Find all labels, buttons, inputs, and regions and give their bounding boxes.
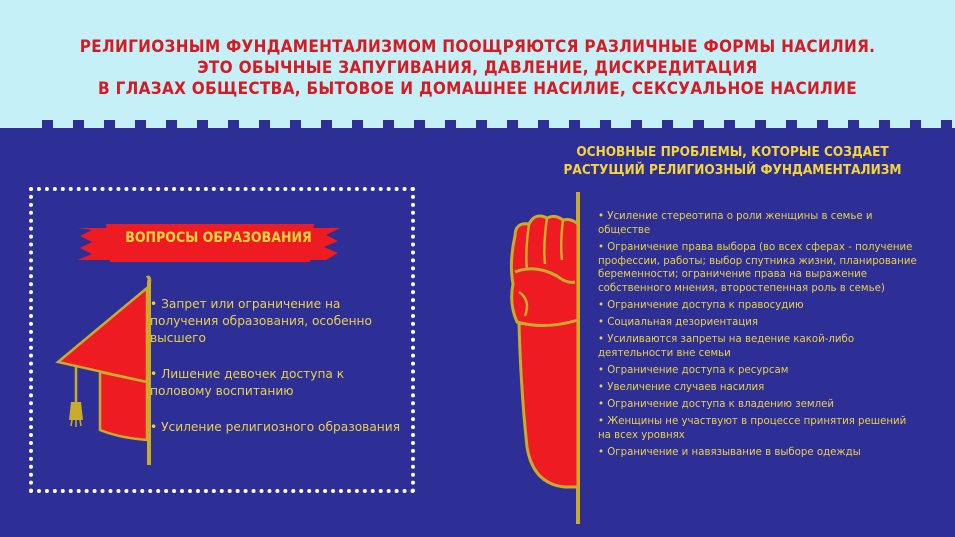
list-item: • Усиление стереотипа о роли женщины в семье и обществе	[598, 210, 918, 238]
headline	[0, 37, 955, 100]
crenel-tooth	[259, 120, 270, 130]
crenel-tooth	[848, 120, 859, 130]
crenel-tooth	[538, 120, 549, 130]
education-banner-label: ВОПРОСЫ ОБРАЗОВАНИЯ	[125, 230, 312, 246]
graduation-cap-icon	[40, 270, 155, 470]
crenel-tooth	[693, 120, 704, 130]
crenel-tooth	[662, 120, 673, 130]
crenel-tooth	[166, 120, 177, 130]
crenel-tooth	[879, 120, 890, 130]
crenel-tooth	[42, 120, 53, 130]
crenel-tooth	[197, 120, 208, 130]
crenel-tooth	[569, 120, 580, 130]
list-item: • Женщины не участвуют в процессе принятия решений на всех уровнях	[598, 415, 918, 443]
headline-line-2: ЭТО ОБЫЧНЫЕ ЗАПУГИВАНИЯ, ДАВЛЕНИЕ, ДИСКРЕДИТАЦИЯ	[197, 58, 758, 78]
crenel-tooth	[600, 120, 611, 130]
list-item: • Усиливаются запреты на ведение какой-либо деятельности вне семьи	[598, 333, 918, 361]
crenel-tooth	[104, 120, 115, 130]
raised-fist-icon	[505, 192, 590, 532]
crenel-tooth	[507, 120, 518, 130]
crenel-tooth	[941, 120, 952, 130]
crenel-tooth	[135, 120, 146, 130]
list-item: • Ограничение доступа к владению землей	[598, 398, 918, 412]
crenel-tooth	[414, 120, 425, 130]
list-item: • Ограничение доступа к ресурсам	[598, 364, 918, 378]
crenel-tooth	[817, 120, 828, 130]
crenel-tooth	[352, 120, 363, 130]
list-item: • Усиление религиозного образования	[150, 419, 405, 436]
crenel-tooth	[755, 120, 766, 130]
crenel-tooth	[290, 120, 301, 130]
crenel-tooth	[321, 120, 332, 130]
crenellation-edge	[0, 118, 955, 134]
list-item: • Ограничение и навязывание в выборе одежды	[598, 446, 918, 460]
problems-title-line-1: ОСНОВНЫЕ ПРОБЛЕМЫ, КОТОРЫЕ СОЗДАЕТ	[576, 144, 889, 160]
problems-list	[598, 210, 918, 463]
education-list	[150, 296, 405, 455]
list-item: • Запрет или ограничение на получения образования, особенно высшего	[150, 296, 405, 347]
crenel-tooth	[476, 120, 487, 130]
list-item: • Увеличение случаев насилия	[598, 381, 918, 395]
list-item: • Лишение девочек доступа к половому воспитанию	[150, 366, 405, 400]
crenel-tooth	[724, 120, 735, 130]
crenel-tooth	[445, 120, 456, 130]
list-item: • Социальная дезориентация	[598, 316, 918, 330]
problems-title	[540, 143, 925, 179]
crenel-tooth	[786, 120, 797, 130]
crenel-tooth	[383, 120, 394, 130]
headline-line-3: В ГЛАЗАХ ОБЩЕСТВА, БЫТОВОЕ И ДОМАШНЕЕ НАСИЛИЕ, СЕКСУАЛЬНОЕ НАСИЛИЕ	[98, 79, 857, 99]
list-item: • Ограничение права выбора (во всех сферах - получение профессии, работы; выбор спутника жизни, планирование беременности; ограничение права на выражение собственного мнения, второстепенная роль в семье)	[598, 241, 918, 296]
problems-title-line-2: РАСТУЩИЙ РЕЛИГИОЗНЫЙ ФУНДАМЕНТАЛИЗМ	[563, 162, 902, 178]
crenel-tooth	[228, 120, 239, 130]
crenel-tooth	[910, 120, 921, 130]
crenel-tooth	[631, 120, 642, 130]
list-item: • Ограничение доступа к правосудию	[598, 299, 918, 313]
headline-line-1: РЕЛИГИОЗНЫМ ФУНДАМЕНТАЛИЗМОМ ПООЩРЯЮТСЯ РАЗЛИЧНЫЕ ФОРМЫ НАСИЛИЯ.	[79, 37, 876, 57]
crenel-tooth	[73, 120, 84, 130]
